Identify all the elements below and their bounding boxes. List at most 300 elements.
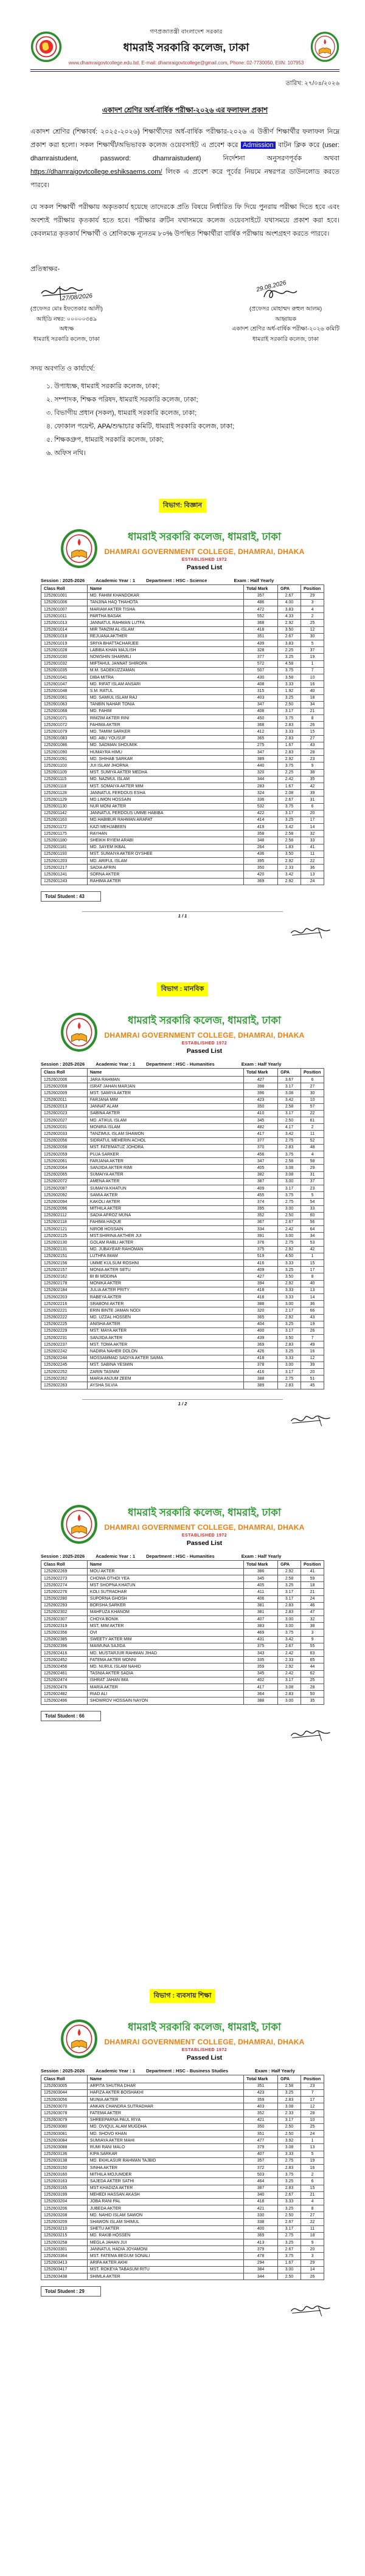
cell-gpa: 2.67 xyxy=(278,592,301,599)
cell-class-roll: 1252603160 xyxy=(41,2171,88,2178)
cell-class-roll: 1252601243 xyxy=(41,878,88,885)
cell-class-roll: 1252602221 xyxy=(41,1307,88,1314)
meta-academic-year: Academic Year : 1 xyxy=(96,2067,136,2074)
cell-position: 8 xyxy=(301,2205,324,2212)
cell-name: HUMAYRA HIMU xyxy=(87,749,243,756)
cell-name: MST. SAMIYA AKTER xyxy=(87,1090,243,1097)
cell-position: 18 xyxy=(301,1582,324,1589)
cell-class-roll: 1252602319 xyxy=(41,1623,88,1629)
cell-gpa: 3.00 xyxy=(278,1623,301,1629)
cell-class-roll: 1252602096 xyxy=(41,1205,88,1212)
cell-name: M.M. SADEKUZZAMAN xyxy=(87,667,243,674)
cell-gpa: 3.50 xyxy=(278,1273,301,1280)
cell-class-roll: 1252602274 xyxy=(41,1582,88,1589)
page-footer xyxy=(82,911,283,919)
cell-total-mark: 418 xyxy=(244,2198,278,2205)
table-row xyxy=(41,1137,324,1144)
table-row xyxy=(41,1117,324,1124)
cell-position: 24 xyxy=(301,878,324,885)
subject-title: একাদশ শ্রেণির অর্ধ-বার্ষিক পরীক্ষা-২০২৬ এর ফলাফল প্রকাশ xyxy=(102,107,268,114)
table-row xyxy=(41,1273,324,1280)
cell-class-roll: 1252602273 xyxy=(41,1575,88,1581)
cell-position: 34 xyxy=(301,1233,324,1239)
cell-position: 32 xyxy=(301,1616,324,1623)
cell-total-mark: 411 xyxy=(244,1589,278,1595)
banner-college-en: DHAMRAI GOVERNMENT COLLEGE, DHAMRAI, DHAKA xyxy=(104,2037,305,2046)
cell-name: MAIMUNA SAJIDA xyxy=(87,1643,243,1649)
col-name: Name xyxy=(87,584,243,592)
cell-position: 60 xyxy=(301,1212,324,1219)
cell-class-roll: 1252603206 xyxy=(41,2205,88,2212)
table-row xyxy=(41,1670,324,1677)
cell-gpa: 3.00 xyxy=(278,1233,301,1239)
cell-total-mark: 408 xyxy=(244,681,278,688)
cell-name: SORNA AKTER xyxy=(87,871,243,878)
cell-name: JANNAT ALAM xyxy=(87,1103,243,1110)
table-row xyxy=(41,1131,324,1137)
meta-academic-year: Academic Year : 1 xyxy=(96,577,136,583)
cell-total-mark: 416 xyxy=(244,1260,278,1267)
cell-gpa: 2.50 xyxy=(278,2123,301,2130)
cell-name: MD. ATIKUL ISLAM xyxy=(87,1117,243,1124)
cell-name: MARIAM AKTER TISHA xyxy=(87,606,243,613)
cell-total-mark: 381 xyxy=(244,1609,278,1615)
section-tag: বিভাগ : ব্যবসায় শিক্ষা xyxy=(150,1989,216,2003)
table-row xyxy=(41,1321,324,1327)
cell-total-mark: 423 xyxy=(244,1097,278,1103)
table-row xyxy=(41,688,324,694)
cell-gpa: 2.92 xyxy=(278,878,301,885)
table-row xyxy=(41,2089,324,2096)
result-page xyxy=(0,1504,365,1746)
cell-position: 51 xyxy=(301,1375,324,1382)
cell-position: 25 xyxy=(301,1677,324,1684)
cell-class-roll: 1252602151 xyxy=(41,1253,88,1259)
cell-position: 33 xyxy=(301,837,324,844)
cell-total-mark: 388 xyxy=(244,1301,278,1307)
passed-list-title: Passed List xyxy=(186,2054,223,2061)
cell-position: 11 xyxy=(301,1131,324,1137)
banner-established: ESTABLISHED 1972 xyxy=(181,557,228,562)
table-row xyxy=(41,1307,324,1314)
cell-gpa: 2.33 xyxy=(278,1657,301,1663)
cell-name: REJUANA AKTHER xyxy=(87,633,243,640)
cell-position: 22 xyxy=(301,858,324,865)
table-row xyxy=(41,1684,324,1690)
convener-signature-icon xyxy=(232,279,339,304)
banner-college-bn: ধামরাই সরকারি কলেজ, ধামরাই, ঢাকা xyxy=(128,2021,281,2033)
table-row xyxy=(41,667,324,674)
cell-total-mark: 410 xyxy=(244,1110,278,1117)
cell-name: JOBA RANI PAL xyxy=(87,2198,243,2205)
table-row xyxy=(41,620,324,626)
cell-position: 18 xyxy=(301,694,324,701)
cell-name: RIAD ALI xyxy=(87,1691,243,1697)
results-table xyxy=(41,584,324,885)
cell-gpa: 3.75 xyxy=(278,762,301,769)
table-row xyxy=(41,1239,324,1246)
cell-gpa: 4.00 xyxy=(278,599,301,606)
paragraph-1 xyxy=(30,125,339,192)
cell-name: MD. UZZAL HOSSEN xyxy=(87,1314,243,1321)
left-signatory-post: অধ্যক্ষ xyxy=(59,326,74,333)
cell-total-mark: 365 xyxy=(244,735,278,742)
table-row xyxy=(41,1090,324,1097)
cell-position: 55 xyxy=(301,1643,324,1649)
cell-class-roll: 1252601217 xyxy=(41,865,88,871)
cell-position: 61 xyxy=(301,1117,324,1124)
cell-name: MIR TANZIM AL-ISLAM xyxy=(87,626,243,633)
cell-position: 62 xyxy=(301,1670,324,1677)
cell-total-mark: 431 xyxy=(244,1636,278,1643)
table-row xyxy=(41,817,324,823)
cell-position: 1 xyxy=(301,1253,324,1259)
cell-total-mark: 426 xyxy=(244,1348,278,1355)
cell-name: NADIRA NAHER DOLON xyxy=(87,1348,243,1355)
college-banner xyxy=(0,1012,365,1055)
cell-gpa: 2.33 xyxy=(278,865,301,871)
cell-class-roll: 1252601063 xyxy=(41,701,88,708)
cell-name: SUMIAYA AKTER MAHI xyxy=(87,2137,243,2144)
cell-gpa: 3.25 xyxy=(278,1348,301,1355)
cell-class-roll: 1252602396 xyxy=(41,1643,88,1649)
cell-name: TASNIA AKTER SADIA xyxy=(87,1670,243,1677)
cell-class-roll: 1252602072 xyxy=(41,1178,88,1185)
cell-gpa: 2.83 xyxy=(278,1609,301,1615)
cell-class-roll: 1252602496 xyxy=(41,1697,88,1704)
cell-position: 26 xyxy=(301,722,324,728)
col-name: Name xyxy=(87,1068,243,1076)
cell-gpa: 3.00 xyxy=(278,2266,301,2273)
cell-name: MD. RIFAT ISLAM ANSARI xyxy=(87,681,243,688)
table-row xyxy=(41,701,324,708)
col-total-mark: Total Mark xyxy=(244,2075,278,2083)
cell-total-mark: 532 xyxy=(244,803,278,810)
cell-class-roll: 1252602156 xyxy=(41,1260,88,1267)
cell-total-mark: 324 xyxy=(244,790,278,796)
table-row xyxy=(41,2171,324,2178)
cell-name: JULIA AKTER PRITY xyxy=(87,1287,243,1293)
cell-name: KOLI SUTRADHAR xyxy=(87,1589,243,1595)
cell-name: MD. EKHLASUR RAHMAN TAJBID xyxy=(87,2157,243,2164)
cell-total-mark: 440 xyxy=(244,762,278,769)
cell-class-roll: 1252603209 xyxy=(41,2219,88,2225)
cell-name: MEHEDI HASSAN AKASH xyxy=(87,2191,243,2198)
cell-total-mark: 344 xyxy=(244,2273,278,2280)
cell-position: 16 xyxy=(301,681,324,688)
cell-gpa: 2.75 xyxy=(278,2232,301,2239)
cell-total-mark: 396 xyxy=(244,1090,278,1097)
cell-gpa: 3.25 xyxy=(278,694,301,701)
cell-class-roll: 1252602131 xyxy=(41,1246,88,1253)
cell-class-roll: 1252603081 xyxy=(41,2131,88,2137)
cell-total-mark: 294 xyxy=(244,2259,278,2266)
cell-total-mark: 382 xyxy=(244,1171,278,1178)
cell-gpa: 4.58 xyxy=(278,660,301,667)
table-row xyxy=(41,2097,324,2103)
table-row xyxy=(41,2225,324,2232)
cell-name: MARIA AKTER xyxy=(87,1684,243,1690)
meta-department: Department : HSC - Humanities xyxy=(146,1553,215,1559)
cell-total-mark: 352 xyxy=(244,2110,278,2117)
cell-class-roll: 1252601128 xyxy=(41,790,88,796)
cell-total-mark: 358 xyxy=(244,831,278,837)
cell-name: MD. JUBAYEAR RAHOMAN xyxy=(87,1246,243,1253)
cell-class-roll: 1252602023 xyxy=(41,1110,88,1117)
cell-class-roll: 1252602092 xyxy=(41,1192,88,1199)
cell-gpa: 3.33 xyxy=(278,2151,301,2157)
cell-class-roll: 1252603258 xyxy=(41,2239,88,2246)
cell-class-roll: 1252602130 xyxy=(41,1239,88,1246)
banner-college-en: DHAMRAI GOVERNMENT COLLEGE, DHAMRAI, DHAKA xyxy=(104,1030,305,1040)
banner-college-bn: ধামরাই সরকারি কলেজ, ধামরাই, ঢাকা xyxy=(128,1506,281,1518)
col-position: Position xyxy=(301,1068,324,1076)
cell-class-roll: 1252602452 xyxy=(41,1657,88,1663)
cell-position: 30 xyxy=(301,633,324,640)
cell-class-roll: 1252603204 xyxy=(41,2198,88,2205)
table-row xyxy=(41,606,324,613)
cell-gpa: 2.83 xyxy=(278,1341,301,1348)
cell-gpa: 2.83 xyxy=(278,2097,301,2103)
cell-name: JANNATUL FERDOUS UMME HABIBA xyxy=(87,810,243,817)
cell-class-roll: 1252601061 xyxy=(41,694,88,701)
signature-row xyxy=(30,279,339,345)
cell-name: SHIMLA AKTER xyxy=(87,2273,243,2280)
cell-name: MST. FATEMA BEGUM SONALI xyxy=(87,2253,243,2259)
cell-name: SAJEDA AKTER SATHI xyxy=(87,2178,243,2185)
cell-position: 28 xyxy=(301,2110,324,2117)
cell-name: ZARIN TASNIM xyxy=(87,1369,243,1375)
cell-gpa: 3.25 xyxy=(278,2205,301,2212)
table-row xyxy=(41,1158,324,1165)
cell-gpa: 2.83 xyxy=(278,1691,301,1697)
cell-total-mark: 552 xyxy=(244,613,278,620)
cell-class-roll: 1252602416 xyxy=(41,1650,88,1657)
principal-signature-icon xyxy=(288,2311,337,2321)
cell-gpa: 4.33 xyxy=(278,613,301,620)
table-row xyxy=(41,858,324,865)
cell-position: 2 xyxy=(301,1124,324,1131)
college-logo-icon xyxy=(60,1504,98,1547)
cell-name: TANZIMUL ISLAM SHAWON xyxy=(87,1131,243,1137)
cell-position: 33 xyxy=(301,1205,324,1212)
cell-gpa: 2.83 xyxy=(278,2185,301,2191)
col-position: Position xyxy=(301,2075,324,2083)
cell-class-roll: 1252601030 xyxy=(41,654,88,660)
cell-gpa: 2.92 xyxy=(278,1663,301,1670)
distribution-item: ২. সম্পাদক, শিক্ষক পরিষদ, ধামরাই সরকারি কলেজ, ঢাকা; xyxy=(46,396,198,403)
table-row xyxy=(41,674,324,680)
cell-total-mark: 404 xyxy=(244,1321,278,1327)
cell-position: 36 xyxy=(301,865,324,871)
left-signatory-name: (প্রফেসর মোঃ ইফতেকার আলী) xyxy=(30,306,103,312)
table-row xyxy=(41,878,324,885)
cell-class-roll: 1252602178 xyxy=(41,1280,88,1287)
eshiksaems-link[interactable]: https://dhamraigovtcollege.eshiksaems.com/ xyxy=(30,168,162,176)
cell-position: 45 xyxy=(301,1382,324,1389)
cell-gpa: 3.33 xyxy=(278,681,301,688)
cell-position: 31 xyxy=(301,796,324,803)
cell-gpa: 2.50 xyxy=(278,1212,301,1219)
cell-position: 66 xyxy=(301,1307,324,1314)
cell-total-mark: 351 xyxy=(244,2083,278,2089)
cell-total-mark: 347 xyxy=(244,701,278,708)
national-emblem-icon xyxy=(30,31,62,66)
cell-name: FATEMA AKTER xyxy=(87,2110,243,2117)
table-row xyxy=(41,654,324,660)
cell-name: MD. SHIHAB SARKAR xyxy=(87,756,243,762)
cell-total-mark: 320 xyxy=(244,1307,278,1314)
table-row xyxy=(41,1595,324,1602)
cell-position: 52 xyxy=(301,1137,324,1144)
cell-total-mark: 384 xyxy=(244,2266,278,2273)
table-row xyxy=(41,1348,324,1355)
cell-class-roll: 1252601091 xyxy=(41,756,88,762)
table-row xyxy=(41,790,324,796)
table-row xyxy=(41,2117,324,2123)
cell-total-mark: 368 xyxy=(244,620,278,626)
cell-gpa: 3.75 xyxy=(278,715,301,722)
meta-academic-year: Academic Year : 1 xyxy=(96,1061,136,1067)
cell-class-roll: 1252602203 xyxy=(41,1293,88,1300)
table-row xyxy=(41,1233,324,1239)
cell-total-mark: 477 xyxy=(244,2137,278,2144)
meta-exam: Exam : Half Yearly xyxy=(255,2067,295,2074)
cell-name: MD. ARIFUL ISLAM xyxy=(87,858,243,865)
table-row xyxy=(41,1151,324,1158)
cell-gpa: 3.08 xyxy=(278,1171,301,1178)
cell-position: 17 xyxy=(301,1267,324,1273)
cell-class-roll: 1252601083 xyxy=(41,735,88,742)
cell-gpa: 3.42 xyxy=(278,1097,301,1103)
cell-total-mark: 369 xyxy=(244,878,278,885)
table-row xyxy=(41,2185,324,2191)
cell-gpa: 2.92 xyxy=(278,1280,301,1287)
cell-name: MD.HABIBUR RAHMAN ARAFAT xyxy=(87,817,243,823)
cell-name: ARPITA SHUTRA DHAR xyxy=(87,2083,243,2089)
cell-total-mark: 403 xyxy=(244,694,278,701)
cell-total-mark: 351 xyxy=(244,2131,278,2137)
cell-gpa: 3.08 xyxy=(278,2103,301,2110)
cell-gpa: 2.58 xyxy=(278,831,301,837)
cell-position: 6 xyxy=(301,2178,324,2185)
col-total-mark: Total Mark xyxy=(244,1560,278,1568)
cell-position: 46 xyxy=(301,1602,324,1609)
cell-name: JUBEDA AKTER xyxy=(87,2205,243,2212)
table-row xyxy=(41,865,324,871)
cell-total-mark: 572 xyxy=(244,660,278,667)
cell-total-mark: 343 xyxy=(244,1650,278,1657)
cell-position: 35 xyxy=(301,776,324,783)
banner-text xyxy=(104,2019,304,2061)
cell-class-roll: 1252602013 xyxy=(41,1103,88,1110)
cell-gpa: 2.58 xyxy=(278,2083,301,2089)
cell-class-roll: 1252602065 xyxy=(41,1171,88,1178)
cell-total-mark: 379 xyxy=(244,2246,278,2253)
table-header-row xyxy=(41,1560,324,1568)
cell-gpa: 2.75 xyxy=(278,1375,301,1382)
result-page xyxy=(0,982,365,1431)
cell-class-roll: 1252601079 xyxy=(41,728,88,735)
table-row xyxy=(41,2144,324,2151)
cell-position: 37 xyxy=(301,1178,324,1185)
cell-position: 2 xyxy=(301,613,324,620)
table-row xyxy=(41,2266,324,2273)
table-row xyxy=(41,1629,324,1636)
cell-name: OVI xyxy=(87,1629,243,1636)
para1-after: লিংক এ প্রবেশ করে পূর্বের নিয়মে নম্বরপত্র ডাউনলোড করতে পারবে। xyxy=(30,168,339,189)
total-student-box: Total Student : 66 xyxy=(41,1711,101,1721)
table-row xyxy=(41,2198,324,2205)
cell-class-roll: 1252602262 xyxy=(41,1375,88,1382)
cell-gpa: 2.58 xyxy=(278,1103,301,1110)
cell-total-mark: 420 xyxy=(244,871,278,878)
section-tag: বিভাগ: বিজ্ঞান xyxy=(159,499,206,513)
cell-name: MD. RAKIB HOSSEN xyxy=(87,2232,243,2239)
cell-class-roll: 1252602474 xyxy=(41,1677,88,1684)
cell-class-roll: 1252603150 xyxy=(41,2164,88,2171)
cell-name: ARIFA AKTER AKHI xyxy=(87,2259,243,2266)
cell-name: FARJANA AKTER xyxy=(87,1158,243,1165)
cell-class-roll: 1252603364 xyxy=(41,2253,88,2259)
cell-name: KAKOLI AKTER xyxy=(87,1199,243,1205)
cell-name: SHOWROV HOSSAIN NAYON xyxy=(87,1697,243,1704)
cell-gpa: 3.50 xyxy=(278,851,301,857)
cell-gpa: 2.08 xyxy=(278,790,301,796)
total-student-box: Total Student : 29 xyxy=(41,2286,101,2297)
cell-position: 11 xyxy=(301,2225,324,2232)
table-row xyxy=(41,1335,324,1341)
cell-position: 42 xyxy=(301,783,324,789)
cell-total-mark: 427 xyxy=(244,1273,278,1280)
table-row xyxy=(41,728,324,735)
cell-total-mark: 507 xyxy=(244,667,278,674)
cell-gpa: 2.50 xyxy=(278,2273,301,2280)
cell-class-roll: 1252601130 xyxy=(41,803,88,810)
cell-name: PUJA SARKER xyxy=(87,1151,243,1158)
cell-total-mark: 338 xyxy=(244,2219,278,2225)
cell-gpa: 2.58 xyxy=(278,837,301,844)
table-row xyxy=(41,1636,324,1643)
section-tag: বিভাগ : মানবিক xyxy=(157,982,208,996)
col-class-roll: Class Roll xyxy=(41,2075,88,2083)
cell-gpa: 3.17 xyxy=(278,1369,301,1375)
cell-class-roll: 1252602307 xyxy=(41,1616,88,1623)
cell-position: 29 xyxy=(301,2259,324,2266)
table-row xyxy=(41,851,324,857)
table-row xyxy=(41,1677,324,1684)
cell-position: 22 xyxy=(301,1110,324,1117)
banner-established: ESTABLISHED 1972 xyxy=(181,2047,228,2052)
cell-position: 40 xyxy=(301,688,324,694)
cell-gpa: 3.75 xyxy=(278,1151,301,1158)
table-row xyxy=(41,1314,324,1321)
banner-college-en: DHAMRAI GOVERNMENT COLLEGE, DHAMRAI, DHAKA xyxy=(104,547,305,556)
cell-total-mark: 412 xyxy=(244,728,278,735)
page-signature xyxy=(0,1727,365,1746)
cell-gpa: 4.50 xyxy=(278,1253,301,1259)
cell-position: 13 xyxy=(301,1287,324,1293)
cell-total-mark: 394 xyxy=(244,1280,278,1287)
table-row xyxy=(41,2137,324,2144)
cell-total-mark: 417 xyxy=(244,1684,278,1690)
cell-gpa: 3.92 xyxy=(278,2137,301,2144)
cell-class-roll: 1252601118 xyxy=(41,783,88,789)
cell-class-roll: 1252602385 xyxy=(41,1636,88,1643)
cell-class-roll: 1252602293 xyxy=(41,1602,88,1609)
cell-total-mark: 359 xyxy=(244,1663,278,1670)
cell-class-roll: 1252602125 xyxy=(41,1233,88,1239)
